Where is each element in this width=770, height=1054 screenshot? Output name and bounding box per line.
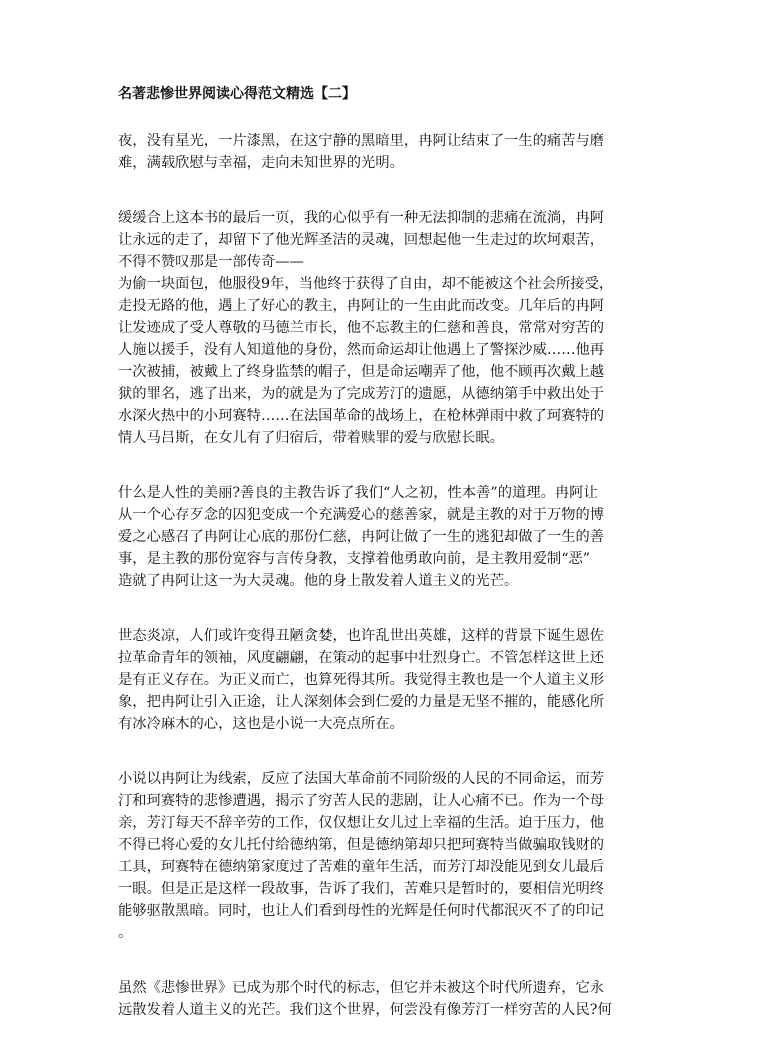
paragraph [118, 625, 656, 735]
text-line: 。 [118, 925, 133, 941]
text-line: 爱之心感召了冉阿让心底的那份仁慈，冉阿让做了一生的逃犯却做了一生的善 [118, 529, 605, 545]
text-line: 为偷一块面包，他服役9年，当他终于获得了自由，却不能被这个社会所接受， [118, 276, 614, 292]
document-page [118, 84, 656, 1054]
text-line: 拉革命青年的领袖，风度翩翩，在策动的起事中壮烈身亡。不管怎样这世上还 [118, 650, 605, 666]
paragraph [118, 207, 656, 449]
text-line: 什么是人性的美丽?善良的主教告诉了我们“人之初，性本善”的道理。冉阿让 [118, 485, 598, 501]
paragraph [118, 768, 656, 944]
text-line: 夜，没有星光，一片漆黑，在这宁静的黑暗里，冉阿让结束了一生的痛苦与磨 [118, 133, 605, 149]
text-line: 有冰冷麻木的心，这也是小说一大亮点所在。 [118, 716, 404, 732]
document-body [118, 130, 656, 1021]
text-line: 事，是主教的那份宽容与言传身教，支撑着他勇敢向前，是主教用爱制“恶” [118, 551, 591, 567]
text-line: 狱的罪名，逃了出来，为的就是为了完成芳汀的遗愿，从德纳第手中救出处于 [118, 386, 605, 402]
text-line: 让永远的走了，却留下了他光辉圣洁的灵魂，回想起他一生走过的坎坷艰苦， [118, 232, 605, 248]
text-line: 让发迹成了受人尊敬的马德兰市长，他不忘教主的仁慈和善良，常常对穷苦的 [118, 320, 605, 336]
text-line: 不得不赞叹那是一部传奇—— [118, 254, 304, 270]
paragraph [118, 482, 656, 592]
text-line: 一眼。但是正是这样一段故事，告诉了我们，苦难只是暂时的，要相信光明终 [118, 881, 605, 897]
text-line: 远散发着人道主义的光芒。我们这个世界，何尝没有像芳汀一样穷苦的人民?何 [118, 1002, 612, 1018]
text-line: 水深火热中的小珂赛特……在法国革命的战场上，在枪林弹雨中救了珂赛特的 [118, 408, 605, 424]
text-line: 缓缓合上这本书的最后一页，我的心似乎有一种无法抑制的悲痛在流淌，冉阿 [118, 210, 605, 226]
text-line: 难，满载欣慰与幸福，走向未知世界的光明。 [118, 155, 404, 171]
text-line: 是有正义存在。为正义而亡，也算死得其所。我觉得主教也是一个人道主义形 [118, 672, 605, 688]
document-title: 名著悲惨世界阅读心得范文精选【二】 [118, 86, 356, 102]
text-line: 小说以冉阿让为线索，反应了法国大革命前不同阶级的人民的不同命运，而芳 [118, 771, 605, 787]
text-line: 世态炎凉，人们或许变得丑陋贪婪，也许乱世出英雄，这样的背景下诞生恩佐 [118, 628, 605, 644]
text-line: 人施以援手，没有人知道他的身份，然而命运却让他遇上了警探沙威……他再 [118, 342, 605, 358]
paragraph [118, 977, 656, 1021]
text-line: 造就了冉阿让这一为大灵魂。他的身上散发着人道主义的光芒。 [118, 573, 519, 589]
text-line: 不得已将心爱的女儿托付给德纳第，但是德纳第却只把珂赛特当做骗取钱财的 [118, 837, 605, 853]
text-line: 情人马吕斯，在女儿有了归宿后，带着赎罪的爱与欣慰长眠。 [118, 430, 505, 446]
paragraph [118, 130, 656, 174]
text-line: 亲，芳汀每天不辞辛劳的工作，仅仅想让女儿过上幸福的生活。迫于压力，他 [118, 815, 605, 831]
text-line: 从一个心存歹念的囚犯变成一个充满爱心的慈善家，就是主教的对于万物的博 [118, 507, 605, 523]
text-line: 汀和珂赛特的悲惨遭遇，揭示了穷苦人民的悲剧，让人心痛不已。作为一个母 [118, 793, 605, 809]
text-line: 能够驱散黑暗。同时，也让人们看到母性的光辉是任何时代都泯灭不了的印记 [118, 903, 605, 919]
text-line: 虽然《悲惨世界》已成为那个时代的标志，但它并未被这个时代所遗弃，它永 [118, 980, 605, 996]
text-line: 工具，珂赛特在德纳第家度过了苦难的童年生活，而芳汀却没能见到女儿最后 [118, 859, 605, 875]
text-line: 一次被捕，被戴上了终身监禁的帽子，但是命运嘲弄了他，他不顾再次戴上越 [118, 364, 605, 380]
text-line: 走投无路的他，遇上了好心的教主，冉阿让的一生由此而改变。几年后的冉阿 [118, 298, 605, 314]
text-line: 象，把冉阿让引入正途，让人深刻体会到仁爱的力量是无坚不摧的，能感化所 [118, 694, 605, 710]
